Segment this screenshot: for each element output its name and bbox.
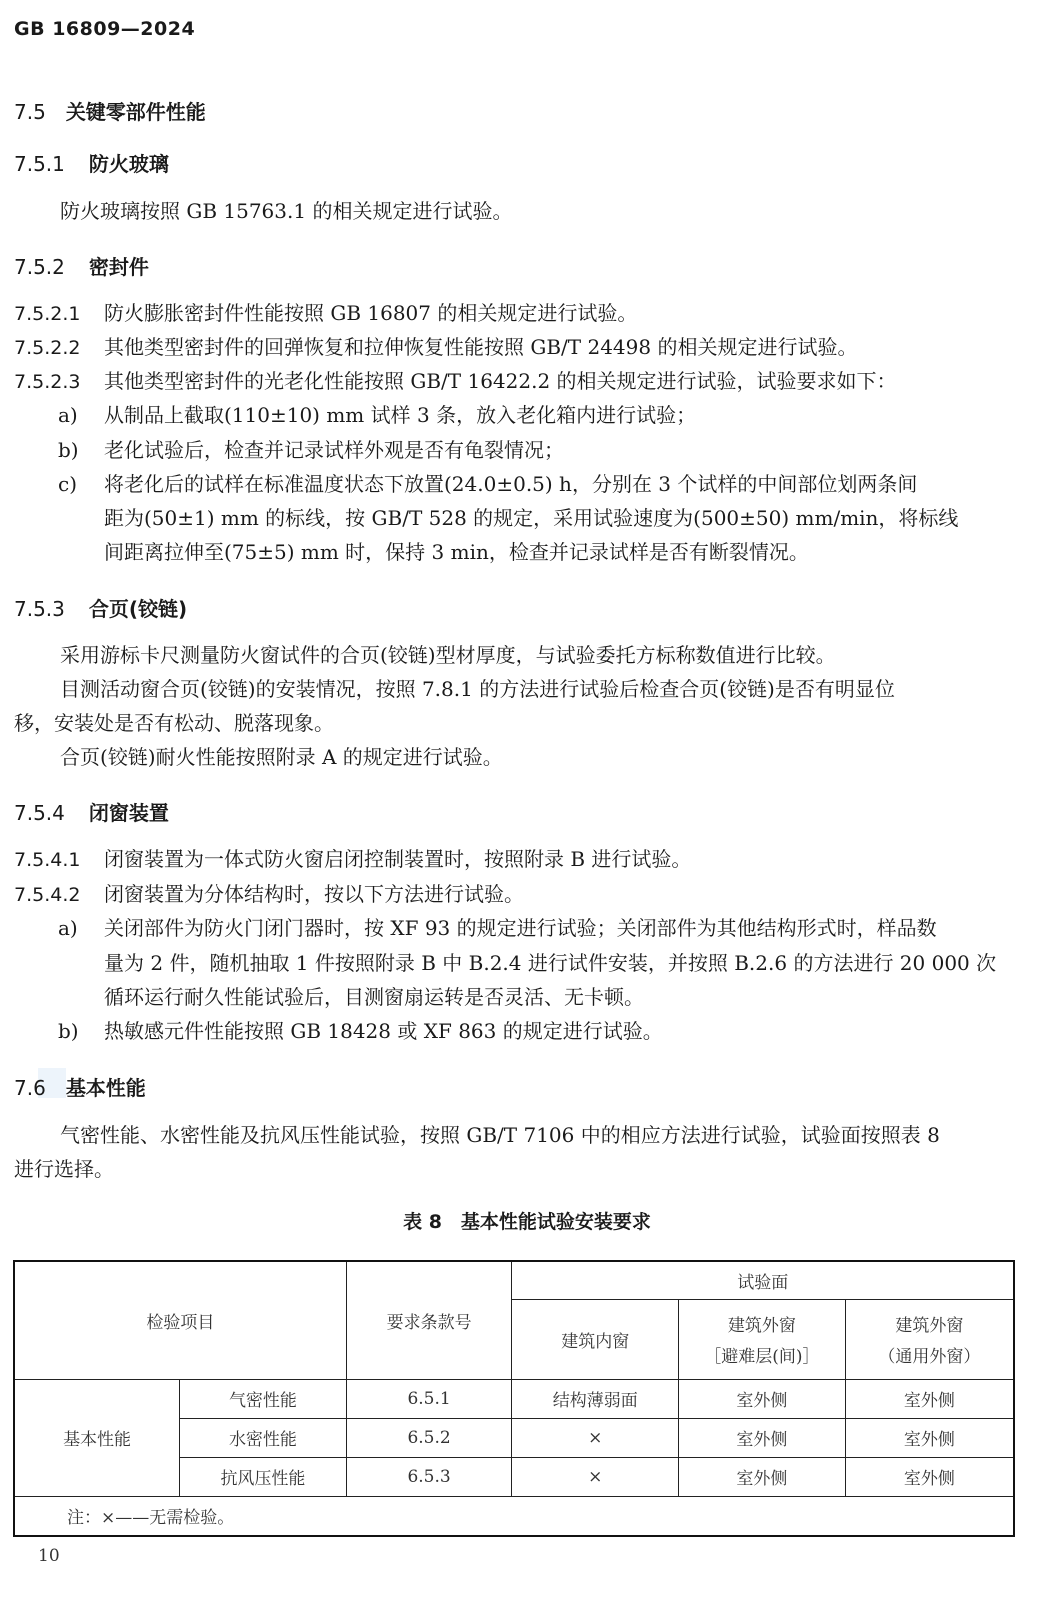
section-title: 基本性能 — [65, 1076, 146, 1100]
section-heading-7-5-1 — [14, 148, 169, 177]
list-text-continued: 量为 2 件，随机抽取 1 件按照附录 B 中 B.2.4 进行试件安装，并按照 B.2.6 的方法进行 20 000 次 — [104, 951, 997, 975]
clause-text: 闭窗装置为一体式防火窗启闭控制装置时，按照附录 B 进行试验。 — [104, 847, 692, 871]
clause-number: 7.5.4.1 — [14, 849, 81, 871]
table-note-row — [14, 1496, 1014, 1536]
header-outer-window-general — [845, 1299, 1014, 1379]
cell-general: 室外侧 — [845, 1379, 1014, 1418]
header-line: 建筑外窗 — [727, 1316, 796, 1336]
clause-7-5-4-2 — [14, 877, 524, 912]
page-number: 10 — [38, 1546, 60, 1566]
header-line: （通用外窗） — [878, 1347, 981, 1367]
clause-number: 7.5.4.2 — [14, 884, 81, 906]
table-note: 注：×——无需检验。 — [14, 1496, 1014, 1536]
list-text: 关闭部件为防火门闭门器时，按 XF 93 的规定进行试验；关闭部件为其他结构形式时，样品数 — [104, 916, 937, 940]
section-number: 7.5.4 — [14, 801, 65, 825]
clause-text: 闭窗装置为分体结构时，按以下方法进行试验。 — [104, 882, 524, 906]
section-heading-7-5-2 — [14, 251, 149, 280]
section-number: 7.5 — [14, 100, 46, 124]
clause-7-5-2-3 — [14, 364, 897, 399]
cell-item: 抗风压性能 — [180, 1457, 347, 1496]
list-item-b — [58, 433, 564, 467]
list-text-continued: 循环运行耐久性能试验后，目测窗扇运转是否灵活、无卡顿。 — [104, 985, 644, 1009]
cell-refuge: 室外侧 — [679, 1418, 846, 1457]
header-inspection-item: 检验项目 — [14, 1261, 346, 1379]
list-item-b — [58, 1014, 663, 1048]
section-title: 防火玻璃 — [88, 152, 169, 176]
list-text: 将老化后的试样在标准温度状态下放置(24.0±0.5) h，分别在 3 个试样的中间部位划两条间 — [104, 472, 918, 496]
clause-7-5-4-1 — [14, 842, 691, 877]
list-text: 老化试验后，检查并记录试样外观是否有龟裂情况； — [104, 438, 564, 462]
list-item-c — [58, 467, 917, 501]
table-8 — [13, 1260, 1015, 1537]
clause-number: 7.5.2.2 — [14, 337, 81, 359]
paragraph: 目测活动窗合页(铰链)的安装情况，按照 7.8.1 的方法进行试验后检查合页(铰链)是否有明显位 — [60, 677, 895, 701]
clause-number: 7.5.2.3 — [14, 371, 81, 393]
paragraph: 采用游标卡尺测量防火窗试件的合页(铰链)型材厚度，与试验委托方标称数值进行比较。 — [60, 643, 836, 667]
cell-inner: × — [512, 1418, 679, 1457]
table-row — [14, 1379, 1014, 1418]
section-heading-7-5-4 — [14, 797, 169, 826]
list-text-continued: 距为(50±1) mm 的标线，按 GB/T 528 的规定，采用试验速度为(500±50) mm/min，将标线 — [104, 506, 959, 530]
clause-7-5-2-2 — [14, 330, 857, 365]
list-label: a) — [58, 916, 78, 940]
header-line: ［避难层(间)］ — [704, 1347, 820, 1367]
list-label: a) — [58, 403, 78, 427]
paragraph-continued: 进行选择。 — [14, 1157, 114, 1181]
section-heading-7-5 — [14, 96, 206, 125]
cell-refuge: 室外侧 — [679, 1457, 846, 1496]
section-number: 7.6 — [14, 1076, 46, 1100]
clause-text: 其他类型密封件的回弹恢复和拉伸恢复性能按照 GB/T 24498 的相关规定进行试验。 — [104, 335, 858, 359]
list-text: 从制品上截取(110±10) mm 试样 3 条，放入老化箱内进行试验； — [104, 403, 697, 427]
section-number: 7.5.2 — [14, 255, 65, 279]
header-inner-window: 建筑内窗 — [512, 1299, 679, 1379]
cell-general: 室外侧 — [845, 1457, 1014, 1496]
header-test-face: 试验面 — [512, 1261, 1014, 1299]
cell-item: 水密性能 — [180, 1418, 347, 1457]
list-item-a — [58, 398, 696, 432]
header-line: 建筑外窗 — [895, 1316, 964, 1336]
clause-number: 7.5.2.1 — [14, 303, 81, 325]
clause-text: 其他类型密封件的光老化性能按照 GB/T 16422.2 的相关规定进行试验，试验要求如下： — [104, 369, 897, 393]
section-heading-7-6 — [14, 1072, 146, 1101]
list-text: 热敏感元件性能按照 GB 18428 或 XF 863 的规定进行试验。 — [104, 1019, 663, 1043]
section-title: 密封件 — [88, 255, 149, 279]
section-heading-7-5-3 — [14, 593, 187, 622]
table-caption: 表 8 基本性能试验安装要求 — [403, 1211, 651, 1233]
section-number: 7.5.1 — [14, 152, 65, 176]
list-text-continued: 间距离拉伸至(75±5) mm 时，保持 3 min，检查并记录试样是否有断裂情况。 — [104, 540, 809, 564]
cell-clause: 6.5.1 — [346, 1379, 512, 1418]
list-label: b) — [58, 1019, 79, 1043]
section-title: 关键零部件性能 — [65, 100, 206, 124]
cell-refuge: 室外侧 — [679, 1379, 846, 1418]
cell-clause: 6.5.2 — [346, 1418, 512, 1457]
paragraph: 合页(铰链)耐火性能按照附录 A 的规定进行试验。 — [60, 745, 503, 769]
group-label: 基本性能 — [14, 1379, 180, 1496]
paragraph: 防火玻璃按照 GB 15763.1 的相关规定进行试验。 — [60, 199, 513, 223]
paragraph-continued: 移，安装处是否有松动、脱落现象。 — [14, 711, 334, 735]
cell-inner: 结构薄弱面 — [512, 1379, 679, 1418]
paragraph: 气密性能、水密性能及抗风压性能试验，按照 GB/T 7106 中的相应方法进行试验，试验面按照表 8 — [60, 1123, 940, 1147]
section-title: 闭窗装置 — [88, 801, 169, 825]
section-number: 7.5.3 — [14, 597, 65, 621]
header-clause-number: 要求条款号 — [346, 1261, 512, 1379]
header-outer-window-refuge — [679, 1299, 846, 1379]
section-title: 合页(铰链) — [88, 597, 188, 621]
list-item-a — [58, 911, 937, 945]
clause-text: 防火膨胀密封件性能按照 GB 16807 的相关规定进行试验。 — [104, 301, 638, 325]
standard-code: GB 16809—2024 — [14, 18, 196, 40]
list-label: b) — [58, 438, 79, 462]
cell-inner: × — [512, 1457, 679, 1496]
clause-7-5-2-1 — [14, 296, 637, 331]
cell-item: 气密性能 — [180, 1379, 347, 1418]
list-label: c) — [58, 472, 78, 496]
cell-general: 室外侧 — [845, 1418, 1014, 1457]
cell-clause: 6.5.3 — [346, 1457, 512, 1496]
